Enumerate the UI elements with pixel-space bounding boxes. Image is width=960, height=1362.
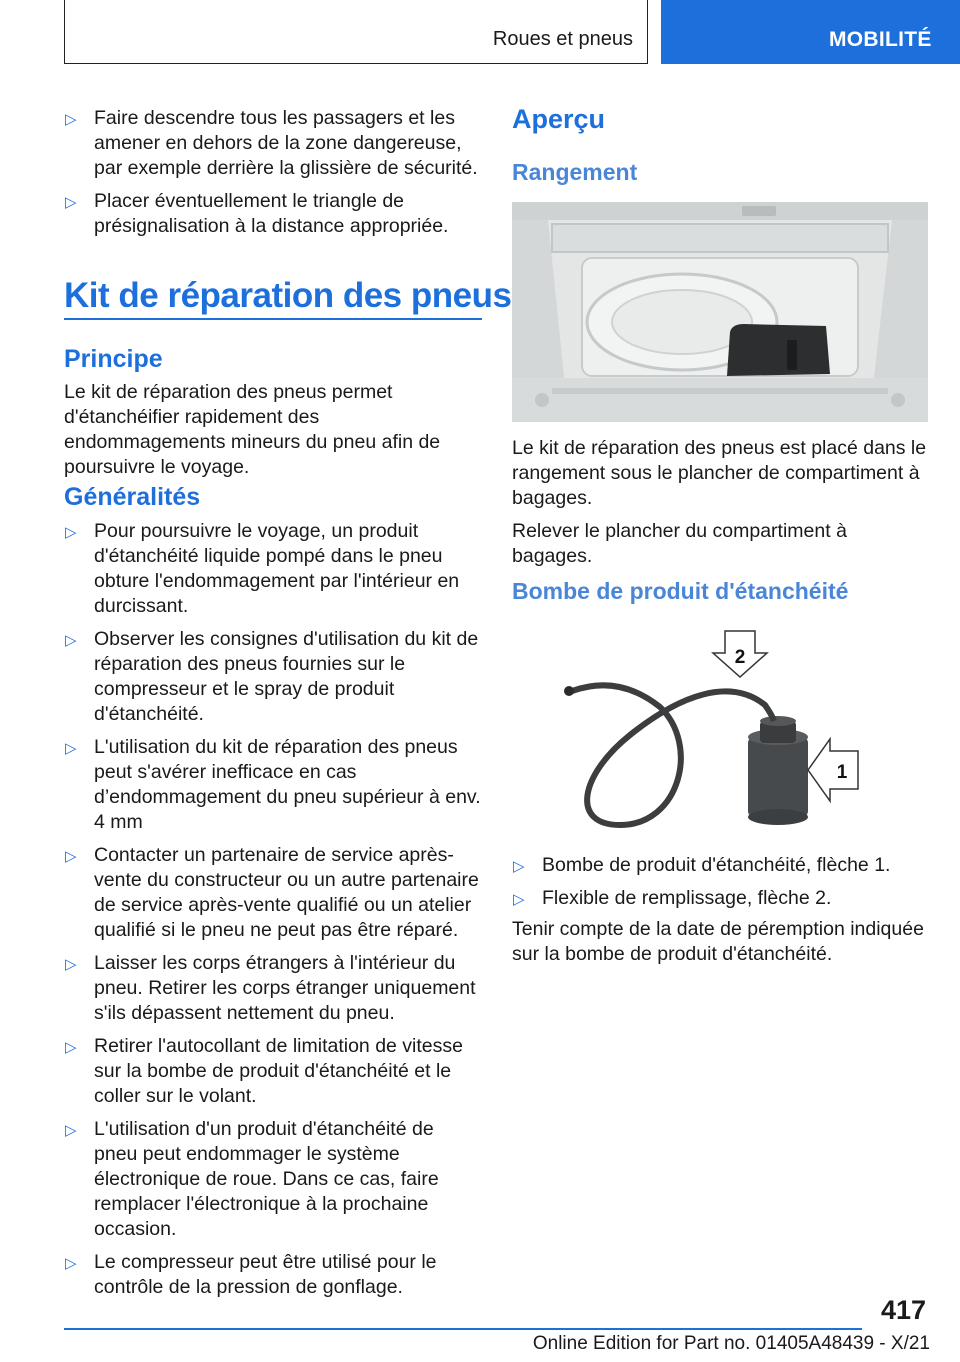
- trunk-storage-image: [512, 202, 928, 422]
- triangle-bullet-icon: ▷: [513, 858, 525, 875]
- header-chapter-tab: MOBILITÉ: [661, 0, 960, 64]
- list-item: ▷ Bombe de produit d'étanchéité, flèche 1.: [512, 853, 930, 878]
- principe-heading: Principe: [64, 345, 163, 373]
- principe-text: Le kit de réparation des pneus permet d'étanchéifier rapidement des endommagements mineurs du pneu afin de poursuivre le voyage.: [64, 381, 441, 478]
- intro-bullet-list: [64, 106, 482, 247]
- list-item: ▷ Pour poursuivre le voyage, un produit d'étanchéité liquide pompé dans le pneu obture l'endommagement par l'intérieur en durcissant.: [65, 520, 460, 617]
- header-section-box: [64, 0, 648, 64]
- header-section-title: Roues et pneus: [492, 28, 633, 50]
- triangle-bullet-icon: ▷: [65, 740, 77, 757]
- list-item: ▷ Le compresseur peut être utilisé pour le contrôle de la pression de gonflage.: [65, 1251, 437, 1298]
- bombe-bullet-list: [512, 853, 930, 919]
- triangle-bullet-icon: ▷: [65, 111, 77, 128]
- generalites-bullet-list: [64, 519, 482, 1308]
- triangle-bullet-icon: ▷: [65, 524, 77, 541]
- sealant-bottle-image: [560, 625, 860, 840]
- triangle-bullet-icon: ▷: [65, 956, 77, 973]
- list-item: ▷ Flexible de remplissage, flèche 2.: [512, 886, 930, 911]
- triangle-bullet-icon: ▷: [65, 194, 77, 211]
- list-item: ▷ Observer les consignes d'utilisation du kit de réparation des pneus fournies sur le compresseur et le spray de produit d'étanchéité.: [65, 628, 479, 725]
- callout-1-label: 1: [836, 762, 848, 783]
- list-item: ▷ Laisser les corps étrangers à l'intérieur du pneu. Retirer les corps étranger uniquement s'ils dépassent nettement du pneu.: [65, 952, 476, 1024]
- page-number: 417: [880, 1295, 926, 1325]
- triangle-bullet-icon: ▷: [65, 1122, 77, 1139]
- list-item: ▷ Retirer l'autocollant de limitation de vitesse sur la bombe de produit d'étanchéité et le coller sur le volant.: [65, 1035, 463, 1107]
- apercu-heading: Aperçu: [512, 104, 606, 134]
- triangle-bullet-icon: ▷: [65, 1039, 77, 1056]
- triangle-bullet-icon: ▷: [513, 891, 525, 908]
- list-item: ▷ Placer éventuellement le triangle de présignalisation à la distance appropriée.: [65, 190, 449, 237]
- list-item: ▷ Contacter un partenaire de service après-vente du constructeur ou un autre partenaire de service après-vente qualifié ou un atelier qualifié si le pneu ne peut pas être réparé.: [65, 844, 479, 941]
- bombe-note: Tenir compte de la date de péremption indiquée sur la bombe de produit d'étanchéité.: [512, 918, 924, 965]
- bombe-heading: Bombe de produit d'étanchéité: [512, 578, 849, 604]
- footer-rule: [64, 1328, 862, 1330]
- triangle-bullet-icon: ▷: [65, 848, 77, 865]
- triangle-bullet-icon: ▷: [65, 632, 77, 649]
- rangement-text-1: Le kit de réparation des pneus est placé dans le rangement sous le plancher de compartiment à bagages.: [512, 437, 927, 509]
- triangle-bullet-icon: ▷: [65, 1255, 77, 1272]
- generalites-heading: Généralités: [64, 483, 201, 511]
- list-item: ▷ L'utilisation du kit de réparation des pneus peut s'avérer inefficace en cas d’endommagement du pneu supérieur à env. 4 mm: [65, 736, 481, 833]
- rangement-text-2: Relever le plancher du compartiment à bagages.: [512, 520, 847, 567]
- kit-heading: Kit de réparation des pneus: [64, 276, 512, 315]
- rangement-heading: Rangement: [512, 159, 638, 185]
- list-item: ▷ Faire descendre tous les passagers et les amener en dehors de la zone dangereuse, par exemple derrière la glissière de sécurité.: [65, 107, 478, 179]
- footer-edition: Online Edition for Part no. 01405A48439 - X/21: [532, 1333, 930, 1354]
- list-item: ▷ L'utilisation d'un produit d'étanchéité de pneu peut endommager le système électronique de roue. Dans ce cas, faire remplacer l'électronique à la prochaine occasion.: [65, 1118, 439, 1240]
- heading-rule: [64, 318, 482, 320]
- callout-2-label: 2: [734, 647, 746, 668]
